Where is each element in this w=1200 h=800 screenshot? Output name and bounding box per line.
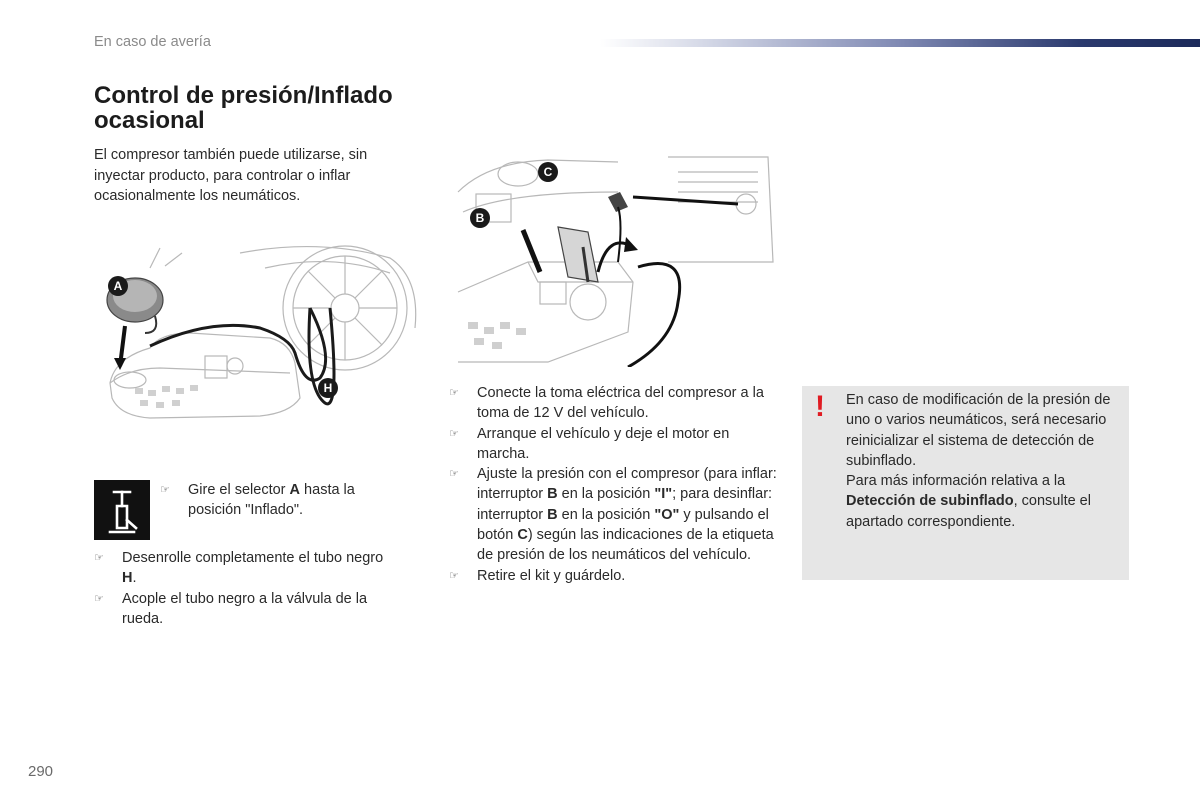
list-item: ☞ Conecte la toma eléctrica del compresor a la toma de 12 V del vehículo. [449, 385, 764, 422]
pointing-hand-icon: ☞ [94, 552, 104, 564]
page-number: 290 [28, 763, 54, 780]
warning-exclamation-icon: ! [815, 390, 825, 423]
compressor-panel-illustration [448, 152, 775, 367]
pointing-hand-icon: ☞ [449, 387, 459, 399]
callout-label-h: H [323, 381, 333, 395]
intro-paragraph: El compresor también puede utilizarse, sin inyectar producto, para controlar o inflar ocasionalmente los neumáticos. [94, 147, 368, 204]
list-item: ☞ Ajuste la presión con el compresor (para inflar: interruptor B en la posición "I"; para desinflar: interruptor B en la posición "O" y pulsando el botón C) según las indicaciones de la etiqueta de presión de los neumáticos del vehículo. [449, 466, 777, 564]
pointing-hand-icon: ☞ [160, 484, 170, 496]
middle-step-list [449, 383, 779, 586]
inflate-selector-icon [94, 480, 150, 540]
page-title-line-1: Control de presión/Inflado [94, 82, 393, 109]
left-step-list [94, 548, 394, 629]
page-title [94, 83, 434, 133]
callout-label-c: C [543, 165, 553, 179]
callout-label-a: A [113, 279, 123, 293]
compressor-wheel-illustration [90, 238, 425, 450]
pointing-hand-icon: ☞ [94, 592, 104, 605]
warning-text: En caso de modificación de la presión de uno o varios neumáticos, será necesario reinicializar el sistema de detección de subinflado. Para más información relativa a la Detección de subinflado, consulte el apartado correspondiente. [846, 392, 1111, 530]
inflator-pump-icon [94, 480, 150, 540]
pointing-hand-icon: ☞ [449, 468, 459, 481]
section-header: En caso de avería [94, 34, 211, 50]
pointing-hand-icon: ☞ [449, 569, 459, 582]
pointing-hand-icon: ☞ [449, 427, 459, 440]
callout-label-b: B [475, 211, 485, 225]
selector-step-list [160, 480, 390, 521]
page-title-line-2: ocasional [94, 107, 205, 134]
header-gradient-bar [600, 39, 1200, 47]
list-item: ☞ Retire el kit y guárdelo. [449, 566, 779, 586]
list-item: ☞ Arranque el vehículo y deje el motor en marcha. [449, 425, 730, 462]
list-item: ☞ Desenrolle completamente el tubo negro H. [94, 550, 384, 587]
list-item: ☞ Gire el selector A hasta la posición "Inflado". [160, 482, 355, 519]
list-item: ☞ Acople el tubo negro a la válvula de la rueda. [94, 590, 368, 627]
